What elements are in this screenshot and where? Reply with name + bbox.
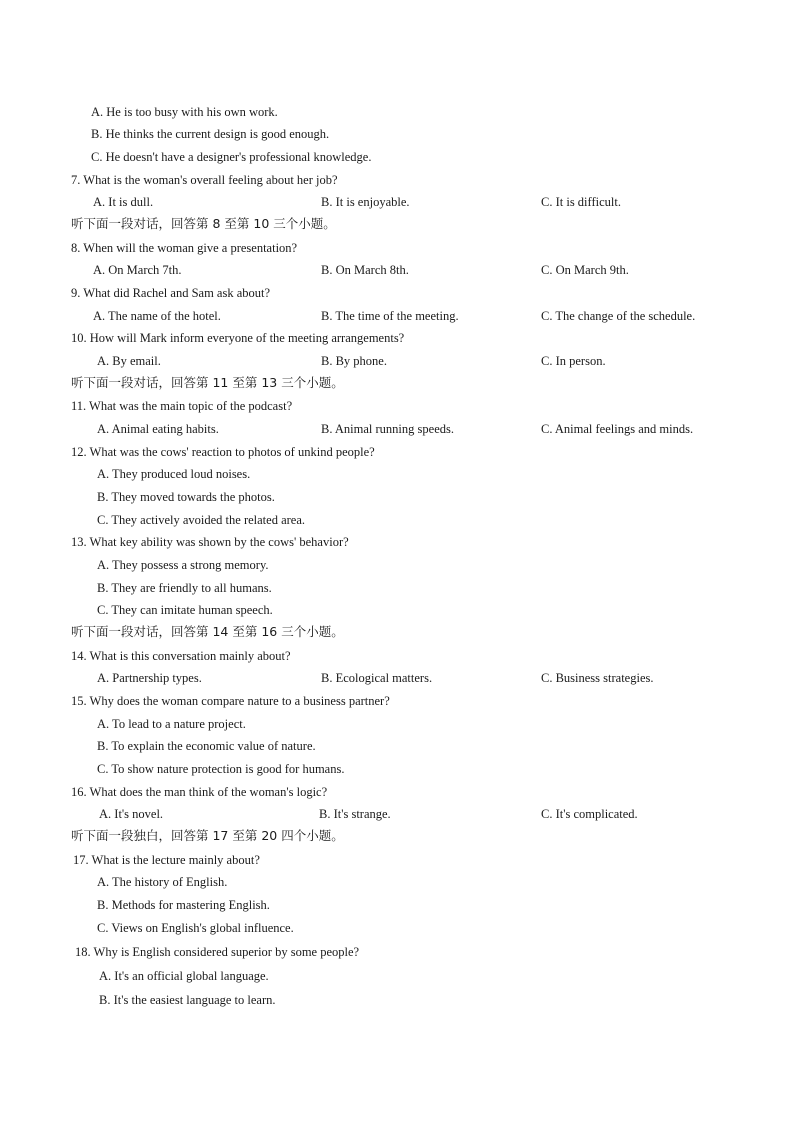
q8-option-a: A. On March 7th. — [93, 263, 182, 277]
q17-option-a: A. The history of English. — [97, 875, 228, 889]
q15-option-c: C. To show nature protection is good for humans. — [97, 762, 345, 776]
q8-stem: 8. When will the woman give a presentation? — [71, 241, 298, 255]
q17-option-b: B. Methods for mastering English. — [97, 898, 270, 912]
q10-option-c: C. In person. — [541, 354, 606, 368]
q7-option-c: C. It is difficult. — [541, 195, 621, 209]
q15-stem: 15. Why does the woman compare nature to a business partner? — [71, 694, 390, 708]
q18-stem: 18. Why is English considered superior by some people? — [75, 945, 360, 959]
section-heading-17-20: 听下面一段独白，回答第 17 至第 20 四个小题。 — [71, 828, 344, 843]
q9-option-c: C. The change of the schedule. — [541, 309, 696, 323]
q7-option-a: A. It is dull. — [93, 195, 154, 209]
q9-stem: 9. What did Rachel and Sam ask about? — [71, 286, 271, 300]
q14-option-a: A. Partnership types. — [97, 671, 202, 685]
q13-stem: 13. What key ability was shown by the cows' behavior? — [71, 535, 349, 549]
q15-option-a: A. To lead to a nature project. — [97, 717, 246, 731]
q6-option-b: B. He thinks the current design is good enough. — [91, 127, 330, 141]
q16-stem: 16. What does the man think of the woman's logic? — [71, 785, 328, 799]
section-heading-14-16: 听下面一段对话，回答第 14 至第 16 三个小题。 — [71, 624, 344, 639]
section-heading-11-13: 听下面一段对话，回答第 11 至第 13 三个小题。 — [71, 375, 344, 390]
q16-option-c: C. It's complicated. — [541, 807, 638, 821]
q11-option-a: A. Animal eating habits. — [97, 422, 219, 436]
q6-option-c: C. He doesn't have a designer's professional knowledge. — [91, 150, 372, 164]
q13-option-c: C. They can imitate human speech. — [97, 603, 273, 617]
q14-option-b: B. Ecological matters. — [321, 671, 433, 685]
q12-stem: 12. What was the cows' reaction to photos of unkind people? — [71, 445, 375, 459]
q12-option-c: C. They actively avoided the related area. — [97, 513, 306, 527]
q11-option-c: C. Animal feelings and minds. — [541, 422, 694, 436]
q10-stem: 10. How will Mark inform everyone of the meeting arrangements? — [71, 331, 405, 345]
section-heading-8-10: 听下面一段对话，回答第 8 至第 10 三个小题。 — [71, 216, 336, 231]
q13-option-a: A. They possess a strong memory. — [97, 558, 269, 572]
q12-option-a: A. They produced loud noises. — [97, 467, 251, 481]
q8-option-c: C. On March 9th. — [541, 263, 629, 277]
q18-option-b: B. It's the easiest language to learn. — [99, 993, 276, 1007]
q17-option-c: C. Views on English's global influence. — [97, 921, 294, 935]
q16-option-a: A. It's novel. — [99, 807, 164, 821]
q7-stem: 7. What is the woman's overall feeling about her job? — [71, 173, 338, 187]
q13-option-b: B. They are friendly to all humans. — [97, 581, 272, 595]
q15-option-b: B. To explain the economic value of nature. — [97, 739, 316, 753]
q14-stem: 14. What is this conversation mainly about? — [71, 649, 291, 663]
q10-option-a: A. By email. — [97, 354, 161, 368]
q7-option-b: B. It is enjoyable. — [321, 195, 410, 209]
q11-stem: 11. What was the main topic of the podcast? — [71, 399, 293, 413]
q9-option-a: A. The name of the hotel. — [93, 309, 221, 323]
q11-option-b: B. Animal running speeds. — [321, 422, 454, 436]
q17-stem: 17. What is the lecture mainly about? — [73, 853, 260, 867]
q16-option-b: B. It's strange. — [319, 807, 391, 821]
q14-option-c: C. Business strategies. — [541, 671, 654, 685]
q9-option-b: B. The time of the meeting. — [321, 309, 459, 323]
q8-option-b: B. On March 8th. — [321, 263, 409, 277]
q6-option-a: A. He is too busy with his own work. — [91, 105, 278, 119]
q18-option-a: A. It's an official global language. — [99, 969, 269, 983]
q12-option-b: B. They moved towards the photos. — [97, 490, 275, 504]
q10-option-b: B. By phone. — [321, 354, 387, 368]
